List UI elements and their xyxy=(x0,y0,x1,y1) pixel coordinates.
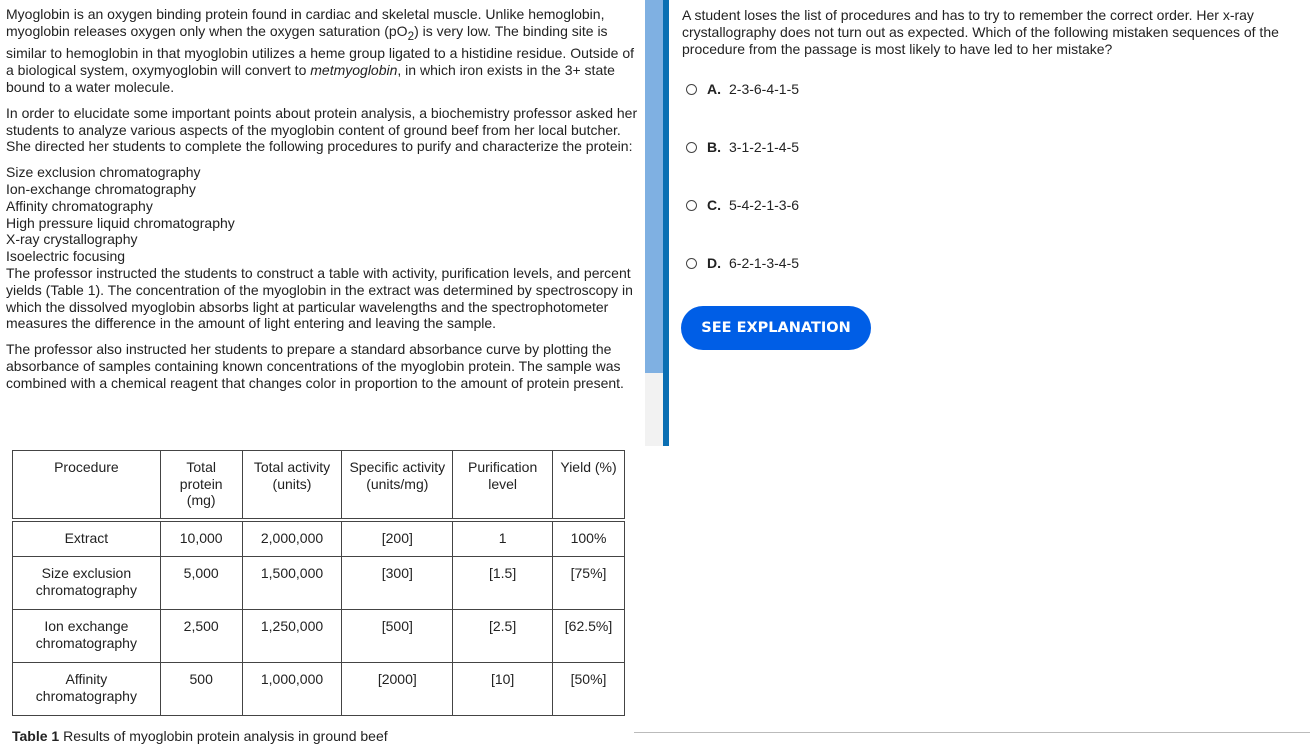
table-cell: [2.5] xyxy=(453,610,553,663)
table-cell: 1,250,000 xyxy=(242,610,342,663)
table-cell: [62.5%] xyxy=(553,610,625,663)
table-cell: 1 xyxy=(453,520,553,557)
table-cell: Extract xyxy=(13,520,161,557)
table-cell: [1.5] xyxy=(453,557,553,610)
divider xyxy=(634,732,1310,733)
see-explanation-button[interactable]: SEE EXPLANATION xyxy=(681,306,871,350)
table-cell: [500] xyxy=(342,610,453,663)
table-cell: 1,500,000 xyxy=(242,557,342,610)
table-row xyxy=(13,610,625,663)
table-cell: 2,000,000 xyxy=(242,520,342,557)
radio-icon[interactable] xyxy=(686,142,697,153)
question-text: A student loses the list of procedures and has to try to remember the correct order. Her x-ray crystallography does not turn out as expected. Which of the following mistaken sequences of the procedure from the passage is most likely to have led to her mistake? xyxy=(682,7,1279,57)
table-cell: [75%] xyxy=(553,557,625,610)
radio-icon[interactable] xyxy=(686,84,697,95)
column-header: Purification level xyxy=(453,451,553,520)
passage-paragraph: In order to elucidate some important points about protein analysis, a biochemistry professor asked her students to analyze various aspects of the myoglobin content of ground beef from her local butcher. She directed her students to complete the following procedures to purify and characterize the protein: xyxy=(6,104,638,155)
table-cell: 1,000,000 xyxy=(242,663,342,716)
procedure-item: Size exclusion chromatography xyxy=(6,164,201,181)
procedure-item: High pressure liquid chromatography xyxy=(6,214,235,231)
table-cell: Ion exchange chromatography xyxy=(13,610,161,663)
radio-icon[interactable] xyxy=(686,258,697,269)
table-cell: Size exclusion chromatography xyxy=(13,557,161,610)
passage-paragraph: The professor also instructed her students to prepare a standard absorbance curve by plotting the absorbance of samples containing known concentrations of the myoglobin protein. The sample was combined with a chemical reagent that changes color in proportion to the amount of protein present. xyxy=(6,341,624,391)
results-table xyxy=(12,450,625,716)
option-a[interactable]: A. 2-3-6-4-1-5 xyxy=(686,81,799,97)
option-c[interactable]: C. 5-4-2-1-3-6 xyxy=(686,197,799,213)
radio-icon[interactable] xyxy=(686,200,697,211)
procedure-list xyxy=(6,164,638,265)
table-row xyxy=(13,557,625,610)
column-header: Total protein (mg) xyxy=(160,451,242,520)
table-cell: 5,000 xyxy=(160,557,242,610)
passage-paragraph: The professor instructed the students to construct a table with activity, purification levels, and percent yields (Table 1). The concentration of the myoglobin in the extract was determined by spectroscopy in which the dissolved myoglobin absorbs light at particular wavelengths and the spectrophotometer measures the difference in the amount of light entering and leaving the sample. xyxy=(6,264,633,332)
passage-paragraph: Myoglobin is an oxygen binding protein found in cardiac and skeletal muscle. Unlike hemoglobin, myoglobin releases oxygen only when the oxygen saturation $(pO_2)$ is very low. The binding site is similar to hemoglobin in that myoglobin utilizes a heme group ligated to a histidine residue. Outside of a biological system, oxymyoglobin will convert to metmyoglobin, in which iron exists in the 3+ state bound to a water molecule. xyxy=(6,6,635,95)
table-cell: [50%] xyxy=(553,663,625,716)
column-header: Total activity (units) xyxy=(242,451,342,520)
table-cell: [2000] xyxy=(342,663,453,716)
table-cell: [10] xyxy=(453,663,553,716)
column-header: Specific activity (units/mg) xyxy=(342,451,453,520)
table-cell: 500 xyxy=(160,663,242,716)
table-cell: 2,500 xyxy=(160,610,242,663)
procedure-item: Isoelectric focusing xyxy=(6,248,126,265)
table-row xyxy=(13,520,625,557)
column-header: Procedure xyxy=(13,451,161,520)
table-cell: [300] xyxy=(342,557,453,610)
passage xyxy=(6,6,638,401)
scrollbar-thumb[interactable] xyxy=(645,0,663,373)
table-cell: [200] xyxy=(342,520,453,557)
table-cell: 100% xyxy=(553,520,625,557)
procedure-item: Affinity chromatography xyxy=(6,197,153,214)
option-d[interactable]: D. 6-2-1-3-4-5 xyxy=(686,255,799,271)
table-row xyxy=(13,663,625,716)
procedure-item: X-ray crystallography xyxy=(6,231,138,248)
pane-divider xyxy=(663,0,669,446)
table-cell: 10,000 xyxy=(160,520,242,557)
table-cell: Affinity chromatography xyxy=(13,663,161,716)
procedure-item: Ion-exchange chromatography xyxy=(6,180,196,197)
table-caption: Table 1 Results of myoglobin protein analysis in ground beef xyxy=(12,728,388,744)
option-b[interactable]: B. 3-1-2-1-4-5 xyxy=(686,139,799,155)
column-header: Yield (%) xyxy=(553,451,625,520)
